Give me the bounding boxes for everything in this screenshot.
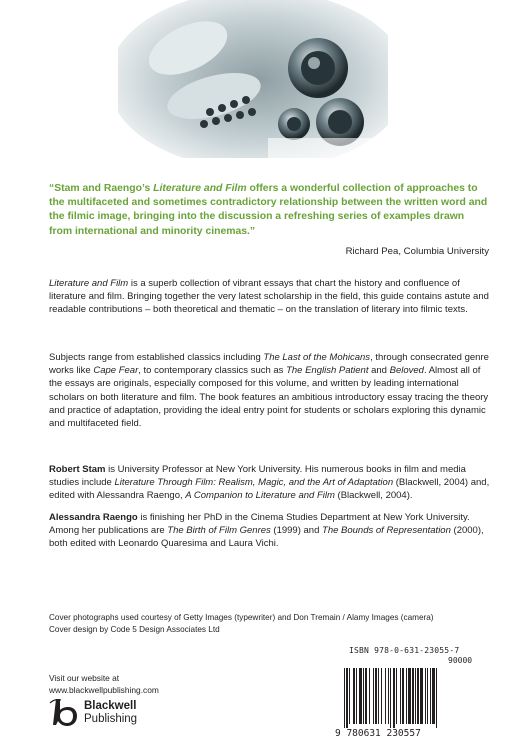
paragraph-text: (1999) and <box>270 525 323 537</box>
paragraph-text: . Almost all of the essays are originals, especially composed for this volume, and written by leading international scholars on both literature and film. The book features an ambitious introductory essay tracing the theory and practice of adaptation, providing the ideal entry point for students or scholars exploring this dynamic and multifaceted field. <box>49 365 489 430</box>
barcode-bar <box>369 668 370 724</box>
book-title: Literature Through Film: Realism, Magic, and the Art of Adaptation <box>114 477 394 489</box>
barcode-bar <box>390 668 391 728</box>
quote-book-title: Literature and Film <box>153 183 247 194</box>
description-paragraph <box>49 277 491 317</box>
film-title: Cape Fear <box>93 365 139 377</box>
barcode-bar <box>432 668 435 724</box>
paragraph-text: and <box>368 365 390 377</box>
barcode-bar <box>359 668 362 724</box>
barcode-bar <box>408 668 411 724</box>
film-title: The Last of the Mohicans <box>263 352 371 363</box>
blackwell-logo-icon <box>49 697 79 727</box>
quote-attribution: Richard Pea, Columbia University <box>345 246 489 257</box>
paragraph-text: is a superb collection of vibrant essays that chart the history and confluence of literature and film. Bringing together the very latest scholarship in the field, this guide contains astute and readable contributions – both theoretical and thematic – on the translation of literary into filmic texts. <box>49 278 489 316</box>
barcode-bar <box>388 668 389 724</box>
barcode-bar <box>393 668 395 728</box>
cover-credits <box>49 612 509 637</box>
barcode-bar <box>375 668 377 724</box>
author-name: Robert Stam <box>49 464 106 475</box>
book-title: A Companion to Literature and Film <box>185 490 335 502</box>
barcode-bar <box>363 668 364 724</box>
paragraph-text: , through consecrated genre works like <box>49 352 489 377</box>
isbn-barcode <box>332 666 492 738</box>
barcode-bar <box>406 668 407 724</box>
barcode-bar <box>427 668 428 724</box>
author-bio-raengo <box>49 511 491 551</box>
paragraph-text: is finishing her PhD in the Cinema Studies Department at New York University. Among her publications are <box>49 512 470 537</box>
cover-photo <box>118 0 388 158</box>
barcode-bar <box>402 668 404 724</box>
barcode-bar <box>353 668 355 724</box>
publisher-subtitle: Publishing <box>84 713 138 725</box>
photo-credit: Cover photographs used courtesy of Getty Images (typewriter) and Don Tremain / Alamy Images (camera) <box>49 613 434 622</box>
film-title: Beloved <box>389 365 424 377</box>
paragraph-text: (Blackwell, 2004). <box>334 490 413 502</box>
barcode-bar <box>349 668 350 724</box>
visit-label: Visit our website at <box>49 673 120 683</box>
paragraph-text: Subjects range from established classics including <box>49 352 264 363</box>
barcode-bar <box>385 668 386 724</box>
author-name: Alessandra Raengo <box>49 512 138 523</box>
website-info <box>49 672 159 697</box>
barcode-bar <box>365 668 367 724</box>
barcode-bar <box>356 668 357 724</box>
barcode-bar <box>378 668 379 724</box>
barcode-bar <box>346 668 348 728</box>
barcode-bar <box>415 668 416 724</box>
quote-text: offers a wonderful collection of approaches to the multifaceted and sometimes contradictory relationship between the written word and the filmic image, bringing into the discussion a refreshing series of examples drawn from international and minority cinemas.” <box>49 183 488 237</box>
barcode-bar <box>425 668 426 724</box>
quote-text: “Stam and Raengo’s <box>49 183 154 194</box>
isbn-label: ISBN 978-0-631-23055-7 <box>349 646 460 655</box>
barcode-bar <box>344 668 345 728</box>
paragraph-text: , to contemporary classics such as <box>138 365 287 377</box>
barcode-bar <box>396 668 397 724</box>
publisher-logo <box>49 697 189 731</box>
paragraph-text: is University Professor at New York University. His numerous books in film and media studies include <box>49 464 466 489</box>
barcode-bar <box>417 668 419 724</box>
publisher-name: Blackwell <box>84 700 137 712</box>
endorsement-quote <box>49 182 489 239</box>
author-bio-stam <box>49 463 491 503</box>
book-title: Literature and Film <box>49 278 129 289</box>
design-credit: Cover design by Code 5 Design Associates Ltd <box>49 625 220 635</box>
book-title: The Birth of Film Genres <box>167 525 271 537</box>
website-link[interactable]: www.blackwellpublishing.com <box>49 685 159 696</box>
barcode-bar <box>373 668 374 724</box>
paragraph-text: (Blackwell, 2004) and, edited with Alessandra Raengo, <box>49 477 490 502</box>
book-title: The Bounds of Representation <box>322 525 451 537</box>
barcode-bar <box>400 668 401 724</box>
barcode-bar <box>430 668 431 724</box>
barcode-bar <box>420 668 423 724</box>
price-code: 90000 <box>448 656 473 665</box>
barcode-bar <box>412 668 414 724</box>
barcode-bar <box>436 668 437 728</box>
barcode-digits: 9 780631 230557 <box>335 728 421 738</box>
paragraph-text: (2000), both edited with Leonardo Quaresima and Laura Vichi. <box>49 525 484 550</box>
film-title: The English Patient <box>286 365 369 377</box>
barcode-bar <box>381 668 382 724</box>
subjects-paragraph <box>49 351 491 430</box>
